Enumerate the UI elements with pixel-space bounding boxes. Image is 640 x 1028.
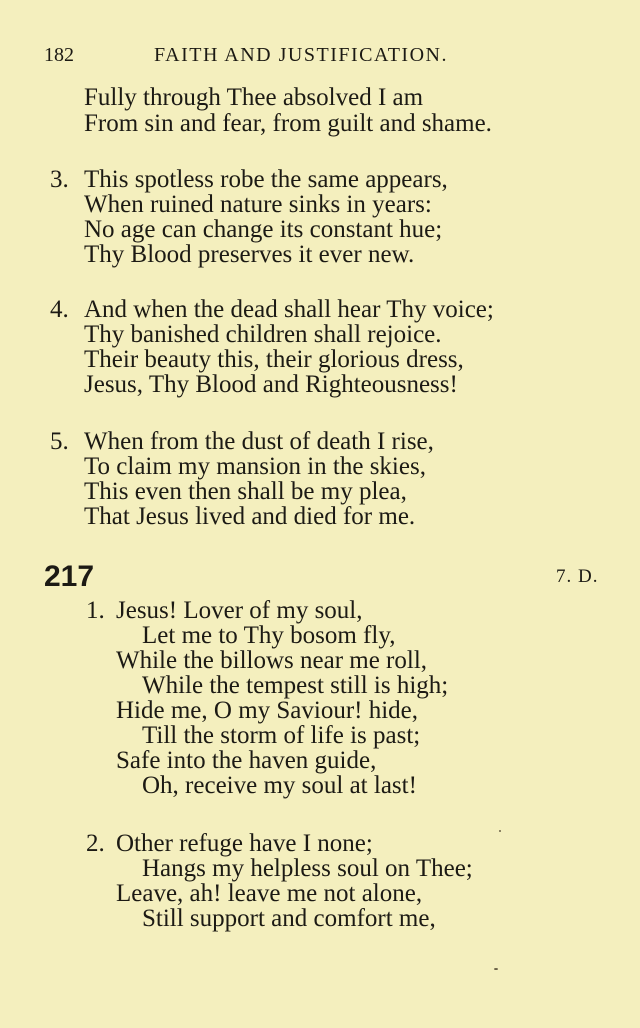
verse-line: Thy Blood preserves it ever new. (84, 241, 415, 268)
verse-line: Leave, ah! leave me not alone, (116, 880, 423, 907)
hymn-meter: 7. D. (556, 566, 599, 587)
verse-line: Jesus! Lover of my soul, (116, 597, 363, 624)
verse-line: When from the dust of death I rise, (84, 428, 434, 455)
verse-line: When ruined nature sinks in years: (84, 191, 432, 218)
stanza-number: 4. (50, 296, 69, 323)
verse-line: Safe into the haven guide, (116, 747, 377, 774)
verse-line: Jesus, Thy Blood and Righteousness! (84, 371, 458, 398)
running-title: FAITH AND JUSTIFICATION. (154, 44, 448, 66)
verse-line: From sin and fear, from guilt and shame. (84, 110, 492, 137)
verse-line: Their beauty this, their glorious dress, (84, 346, 464, 373)
print-speck (494, 968, 498, 970)
page-number: 182 (44, 44, 74, 66)
stanza-number: 1. (86, 597, 105, 624)
verse-line: Still support and comfort me, (142, 905, 436, 932)
verse-line: Hide me, O my Saviour! hide, (116, 697, 419, 724)
verse-line: And when the dead shall hear Thy voice; (84, 296, 494, 323)
stanza-number: 5. (50, 428, 69, 455)
verse-line: Thy banished children shall rejoice. (84, 321, 442, 348)
verse-line: Oh, receive my soul at last! (142, 772, 417, 799)
verse-line: This spotless robe the same appears, (84, 166, 448, 193)
print-speck (499, 830, 501, 832)
page-header (0, 40, 640, 70)
hymn-number: 217 (44, 560, 95, 593)
verse-line: While the billows near me roll, (116, 647, 428, 674)
verse-line: Till the storm of life is past; (142, 722, 421, 749)
verse-line: Other refuge have I none; (116, 830, 373, 857)
verse-line: Fully through Thee absolved I am (84, 84, 424, 111)
stanza-number: 3. (50, 166, 69, 193)
verse-line: No age can change its constant hue; (84, 216, 443, 243)
verse-line: This even then shall be my plea, (84, 478, 407, 505)
verse-line: Hangs my helpless soul on Thee; (142, 855, 473, 882)
stanza-number: 2. (86, 830, 105, 857)
verse-line: Let me to Thy bosom fly, (142, 622, 396, 649)
verse-line: That Jesus lived and died for me. (84, 503, 416, 530)
verse-line: While the tempest still is high; (142, 672, 449, 699)
verse-line: To claim my mansion in the skies, (84, 453, 426, 480)
